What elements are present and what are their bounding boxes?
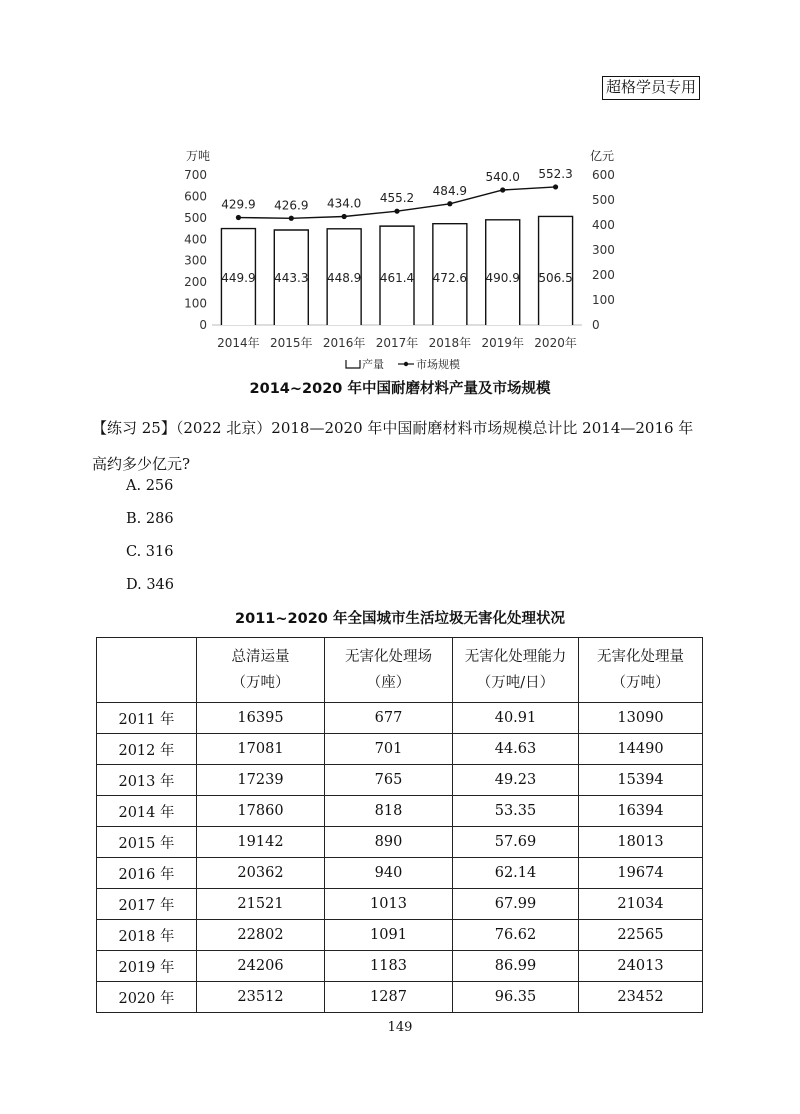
- table-row: [97, 734, 703, 765]
- line-value-label: 540.0: [485, 170, 520, 184]
- x-tick-label: 2014年: [217, 336, 260, 350]
- table-cell: 17081: [197, 734, 325, 765]
- table-cell: 17239: [197, 765, 325, 796]
- table-cell: 890: [325, 827, 453, 858]
- row-year-cell: 2017 年: [97, 889, 197, 920]
- bar-value-label: 490.9: [485, 271, 520, 285]
- row-year-cell: 2013 年: [97, 765, 197, 796]
- legend-production-label: 产量: [362, 358, 384, 371]
- table-body: [97, 703, 703, 1013]
- page-number: 149: [387, 1020, 413, 1035]
- badge-label: 超格学员专用: [602, 76, 700, 100]
- bar-value-label: 461.4: [379, 271, 415, 285]
- table-cell: 40.91: [453, 703, 579, 734]
- table-row: [97, 703, 703, 734]
- table-cell: 1013: [325, 889, 453, 920]
- x-tick-label: 2018年: [428, 336, 472, 350]
- row-year-cell: 2011 年: [97, 703, 197, 734]
- line-value-label: 429.9: [221, 197, 256, 212]
- question-text: 【练习 25】（2022 北京）2018—2020 年中国耐磨材料市场规模总计比 2014—2016 年高约多少亿元?: [92, 419, 694, 473]
- left-tick-label: 500: [184, 210, 207, 225]
- left-axis-unit: 万吨: [186, 149, 211, 163]
- table-cell: 765: [325, 765, 453, 796]
- table-cell: 22565: [579, 920, 703, 951]
- table-cell: 14490: [579, 734, 703, 765]
- table-cell: 67.99: [453, 889, 579, 920]
- bar-value-label: 443.3: [274, 271, 309, 285]
- production-market-chart: [0, 0, 800, 380]
- line-value-label: 455.2: [379, 191, 415, 206]
- table-row: [97, 796, 703, 827]
- table-cell: 24206: [197, 951, 325, 982]
- right-axis-unit: 亿元: [590, 149, 615, 163]
- option-c[interactable]: C. 316: [126, 544, 174, 560]
- line-value-label: 426.9: [274, 198, 309, 213]
- right-tick-label: 600: [592, 168, 615, 182]
- line-value-label: 552.3: [538, 166, 573, 181]
- table-cell: 20362: [197, 858, 325, 889]
- line-value-label: 434.0: [326, 196, 362, 211]
- left-tick-label: 400: [184, 232, 207, 247]
- right-tick-label: 400: [592, 218, 615, 232]
- table-cell: 23452: [579, 982, 703, 1013]
- header-cell: 无害化处理场 （座）: [325, 638, 453, 703]
- table-cell: 19674: [579, 858, 703, 889]
- table-cell: 57.69: [453, 827, 579, 858]
- table-cell: 21034: [579, 889, 703, 920]
- table-cell: 96.35: [453, 982, 579, 1013]
- row-year-cell: 2018 年: [97, 920, 197, 951]
- table-cell: 53.35: [453, 796, 579, 827]
- table-cell: 19142: [197, 827, 325, 858]
- right-tick-label: 300: [592, 243, 615, 257]
- table-row: [97, 982, 703, 1013]
- table-cell: 940: [325, 858, 453, 889]
- table-cell: 1091: [325, 920, 453, 951]
- table-cell: 13090: [579, 703, 703, 734]
- right-tick-label: 200: [592, 268, 615, 282]
- legend-bar-swatch: [346, 360, 360, 368]
- table-cell: 15394: [579, 765, 703, 796]
- header-empty: [97, 638, 197, 703]
- table-row: [97, 889, 703, 920]
- row-year-cell: 2019 年: [97, 951, 197, 982]
- x-tick-label: 2017年: [375, 336, 419, 350]
- option-b[interactable]: B. 286: [126, 511, 174, 527]
- x-tick-label: 2020年: [534, 336, 577, 350]
- table-header-row: [97, 638, 703, 703]
- table-cell: 86.99: [453, 951, 579, 982]
- line-point-market-size: [553, 184, 558, 189]
- line-point-market-size: [236, 215, 241, 220]
- table-cell: 18013: [579, 827, 703, 858]
- row-year-cell: 2016 年: [97, 858, 197, 889]
- line-value-label: 484.9: [432, 183, 468, 198]
- table-cell: 16395: [197, 703, 325, 734]
- legend-line-marker: [404, 362, 408, 366]
- table-cell: 701: [325, 734, 453, 765]
- left-tick-label: 200: [184, 275, 207, 290]
- table-cell: 16394: [579, 796, 703, 827]
- table-cell: 818: [325, 796, 453, 827]
- right-tick-label: 0: [592, 318, 600, 332]
- row-year-cell: 2015 年: [97, 827, 197, 858]
- bar-value-label: 449.9: [221, 271, 256, 285]
- right-tick-label: 100: [592, 293, 615, 307]
- bar-value-label: 472.6: [432, 271, 468, 285]
- header-cell: 无害化处理量 （万吨）: [579, 638, 703, 703]
- x-tick-label: 2016年: [322, 336, 366, 350]
- table-cell: 1287: [325, 982, 453, 1013]
- left-tick-label: 100: [184, 296, 207, 311]
- row-year-cell: 2012 年: [97, 734, 197, 765]
- row-year-cell: 2014 年: [97, 796, 197, 827]
- legend-market-label: 市场规模: [416, 358, 460, 371]
- x-tick-label: 2015年: [270, 336, 313, 350]
- bar-value-label: 448.9: [326, 271, 362, 285]
- left-tick-label: 700: [184, 168, 207, 182]
- row-year-cell: 2020 年: [97, 982, 197, 1013]
- option-d[interactable]: D. 346: [126, 577, 175, 593]
- line-point-market-size: [342, 214, 347, 219]
- table-cell: 24013: [579, 951, 703, 982]
- bar-value-label: 506.5: [538, 271, 573, 285]
- option-a[interactable]: A. 256: [126, 478, 174, 494]
- table-cell: 17860: [197, 796, 325, 827]
- chart-caption: 2014~2020 年中国耐磨材料产量及市场规模: [249, 381, 551, 397]
- table-cell: 44.63: [453, 734, 579, 765]
- table-row: [97, 827, 703, 858]
- table-row: [97, 951, 703, 982]
- table-cell: 1183: [325, 951, 453, 982]
- table-cell: 22802: [197, 920, 325, 951]
- left-tick-label: 0: [199, 318, 207, 332]
- table-cell: 21521: [197, 889, 325, 920]
- waste-treatment-table: [96, 637, 703, 1013]
- table-cell: 23512: [197, 982, 325, 1013]
- table-caption: 2011~2020 年全国城市生活垃圾无害化处理状况: [235, 611, 565, 627]
- table-cell: 62.14: [453, 858, 579, 889]
- table-row: [97, 920, 703, 951]
- table-cell: 76.62: [453, 920, 579, 951]
- line-point-market-size: [500, 187, 505, 192]
- left-tick-label: 600: [184, 189, 207, 204]
- right-tick-label: 500: [592, 193, 615, 207]
- line-point-market-size: [394, 209, 399, 214]
- table-row: [97, 765, 703, 796]
- table-cell: 677: [325, 703, 453, 734]
- table-row: [97, 858, 703, 889]
- table-cell: 49.23: [453, 765, 579, 796]
- line-point-market-size: [447, 201, 452, 206]
- x-tick-label: 2019年: [481, 336, 524, 350]
- line-point-market-size: [289, 216, 294, 221]
- header-cell: 总清运量 （万吨）: [197, 638, 325, 703]
- left-tick-label: 300: [184, 253, 207, 268]
- header-cell: 无害化处理能力 （万吨/日）: [453, 638, 579, 703]
